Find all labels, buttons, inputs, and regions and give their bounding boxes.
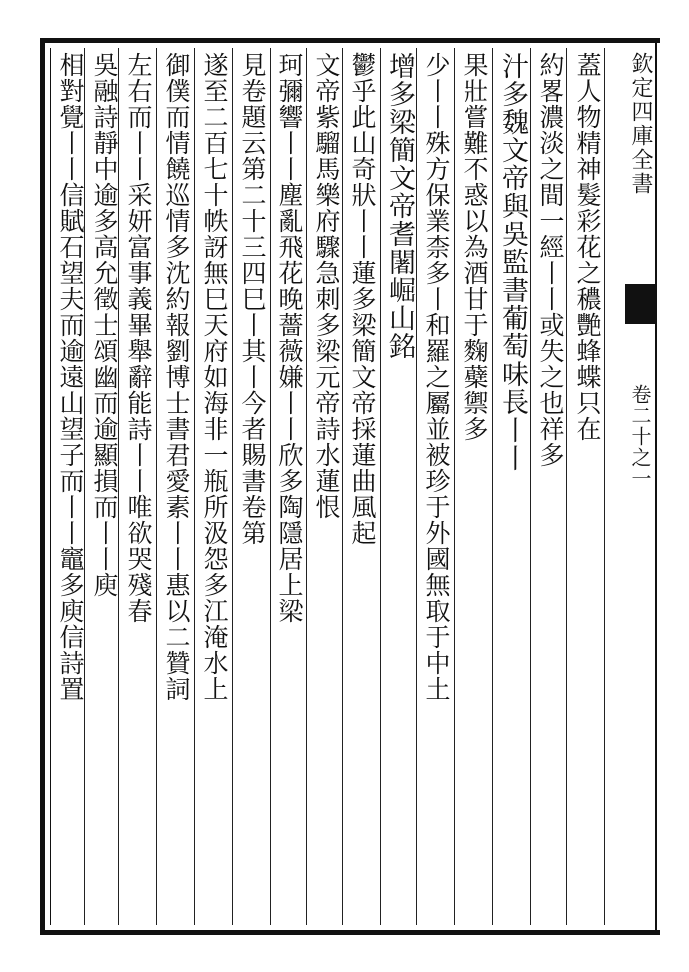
fishtail-mark [625, 284, 655, 324]
text-column-1: 蓋人物精神髮彩花之穠艷蜂蝶只在 [573, 52, 602, 442]
text-column-14: 吳融詩靜中逾多高允徵士頌幽而逾顯損而丨丨庾 [90, 52, 119, 598]
column-rule [416, 48, 417, 925]
fold-line [655, 38, 657, 935]
text-column-13: 左右而丨丨采妍富事義畢舉辭能詩丨丨唯欲哭殘春 [124, 52, 153, 624]
text-column-3: 汁多魏文帝與吳監書葡萄味長丨丨 [497, 52, 528, 472]
text-column-4: 果壯嘗難不惑以為酒甘于麴蘗禦多 [460, 52, 489, 442]
page-heading-band [625, 44, 655, 930]
text-column-12: 御僕而情饒巡情多沈約報劉博士書君愛素丨丨惠以二贊詞 [162, 52, 191, 702]
text-column-15: 相對覺丨丨信賦石望夫而逾遠山望子而丨丨竈多庾信詩置 [56, 52, 85, 702]
column-rule [454, 48, 455, 925]
text-column-6: 增多梁簡文帝耆闍崛山銘 [384, 52, 415, 360]
column-rule [194, 48, 195, 925]
frame-top-border [40, 38, 660, 43]
frame-bottom-border [40, 930, 660, 935]
text-column-11: 遂至二百七十帙訝無巳天府如海非一瓶所汲怨多江淹水上 [200, 52, 229, 702]
column-rule [530, 48, 531, 925]
text-column-5: 少丨丨殊方保業柰多丨和羅之屬並被珍于外國無取于中土 [422, 52, 451, 702]
column-rule [270, 48, 271, 925]
column-rule [380, 48, 381, 925]
column-rule [492, 48, 493, 925]
column-rule [306, 48, 307, 925]
text-column-10: 見卷題云第二十三四巳丨其丨今者賜書卷第 [238, 52, 267, 546]
volume-label: 卷二十之一 [628, 384, 652, 489]
text-column-8: 文帝紫騮馬樂府驟急刺多梁元帝詩水蓮恨 [312, 52, 341, 520]
column-rule [156, 48, 157, 925]
column-rule [604, 48, 605, 925]
text-column-2: 約畧濃淡之間一經丨丨或失之也祥多 [536, 52, 565, 468]
book-title: 欽定四庫全書 [628, 52, 653, 196]
text-column-7: 鬱乎此山奇狀丨丨蓮多梁簡文帝採蓮曲風起 [348, 52, 377, 546]
frame-left-border [40, 38, 45, 935]
text-column-9: 珂彌響丨丨塵亂飛花晚薔薇嫌丨丨欣多陶隱居上梁 [275, 52, 304, 624]
frame-inner-left-border [50, 48, 51, 925]
column-rule [232, 48, 233, 925]
